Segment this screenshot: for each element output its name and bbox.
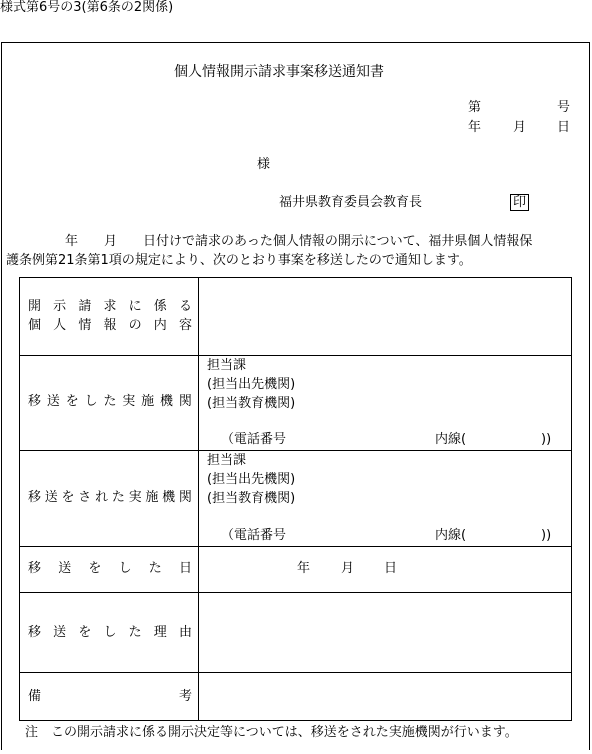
label-char: の <box>128 318 142 333</box>
label-char: 報 <box>103 318 117 333</box>
label-char: 日 <box>178 561 192 576</box>
label-char: 情 <box>78 318 92 333</box>
label-char: 人 <box>53 318 67 333</box>
footnote: 注 この開示請求に係る開示決定等については、移送をされた実施機関が行います。 <box>25 725 518 740</box>
label-char: さ <box>78 490 92 505</box>
label-char: 備 <box>28 689 42 704</box>
label-transfer-from <box>20 356 199 451</box>
label-request-content-line2 <box>28 318 192 334</box>
label-char: た <box>128 625 142 640</box>
label-char: 送 <box>53 625 67 640</box>
row-remarks <box>20 673 572 721</box>
label-char: 送 <box>58 561 72 576</box>
from-ext-close: )) <box>541 432 552 447</box>
value-transfer-date[interactable] <box>199 547 572 593</box>
label-char: 個 <box>28 318 42 333</box>
label-char: 施 <box>145 490 159 505</box>
to-ext-label: 内線( <box>435 528 467 543</box>
doc-date-year: 年 <box>468 120 482 135</box>
label-transfer-reason <box>20 593 199 673</box>
transfer-date-month: 月 <box>341 561 355 576</box>
label-char: 移 <box>28 625 42 640</box>
from-section: 担当課 <box>207 358 247 373</box>
label-char: 由 <box>178 625 192 640</box>
label-transfer-date <box>20 547 199 593</box>
form-title: 個人情報開示請求事案移送通知書 <box>174 64 384 80</box>
row-request-content <box>20 278 572 356</box>
from-branch: (担当出先機関) <box>207 377 296 392</box>
label-char: 係 <box>153 299 167 314</box>
label-char: 容 <box>178 318 192 333</box>
label-char: を <box>65 394 79 409</box>
label-transfer-from-text <box>28 394 192 410</box>
label-remarks <box>20 673 199 721</box>
value-remarks[interactable] <box>199 673 572 721</box>
row-transfer-from <box>20 356 572 451</box>
label-char: た <box>148 561 162 576</box>
row-transfer-reason <box>20 593 572 673</box>
to-ext-close: )) <box>541 528 552 543</box>
seal-label: 印 <box>510 194 529 211</box>
label-char: 理 <box>153 625 167 640</box>
label-char: 実 <box>122 394 136 409</box>
label-char: る <box>178 299 192 314</box>
label-char: を <box>78 625 92 640</box>
body-line-1: 年 月 日付けで請求のあった個人情報の開示について、福井県個人情報保 <box>65 234 533 249</box>
label-char: 施 <box>141 394 155 409</box>
label-char: 送 <box>46 394 60 409</box>
to-phone-label: （電話番号 <box>221 528 287 543</box>
transfer-date-day: 日 <box>384 561 398 576</box>
label-char: 移 <box>28 561 42 576</box>
form-number: 様式第6号の3(第6条の2関係) <box>0 0 174 15</box>
body-line-2: 護条例第21条第1項の規定により、次のとおり事案を移送したので通知します。 <box>6 253 472 268</box>
label-transfer-to <box>20 451 199 547</box>
label-char: を <box>61 490 75 505</box>
transfer-details-table <box>19 277 572 721</box>
doc-date-day: 日 <box>557 120 571 135</box>
label-char: を <box>88 561 102 576</box>
label-char: 請 <box>78 299 92 314</box>
from-ext-label: 内線( <box>435 432 467 447</box>
row-transfer-date <box>20 547 572 593</box>
value-transfer-reason[interactable] <box>199 593 572 673</box>
to-section: 担当課 <box>207 453 247 468</box>
to-branch: (担当出先機関) <box>207 472 296 487</box>
label-char: 示 <box>53 299 67 314</box>
label-char: 求 <box>103 299 117 314</box>
label-char: 内 <box>153 318 167 333</box>
addressee-suffix: 様 <box>257 157 271 172</box>
label-transfer-reason-text <box>28 625 192 641</box>
from-phone-label: （電話番号 <box>221 432 287 447</box>
label-char: し <box>103 625 117 640</box>
value-request-content[interactable] <box>199 278 572 356</box>
label-char: 考 <box>178 689 192 704</box>
from-education: (担当教育機関) <box>207 396 296 411</box>
label-char: 移 <box>28 490 42 505</box>
label-request-content <box>20 278 199 356</box>
doc-number-suffix: 号 <box>557 100 571 115</box>
sender-name: 福井県教育委員会教育長 <box>279 195 423 210</box>
row-transfer-to <box>20 451 572 547</box>
doc-date-month: 月 <box>513 120 527 135</box>
value-transfer-to[interactable] <box>199 451 572 547</box>
doc-number-prefix: 第 <box>468 100 482 115</box>
label-request-content-line1 <box>28 299 192 315</box>
label-char: に <box>128 299 142 314</box>
label-char: た <box>103 394 117 409</box>
label-char: 送 <box>44 490 58 505</box>
label-char: れ <box>95 490 109 505</box>
label-char: た <box>111 490 125 505</box>
label-transfer-date-text <box>28 561 192 577</box>
label-char: 移 <box>28 394 42 409</box>
label-transfer-to-text <box>28 490 192 506</box>
label-char: し <box>84 394 98 409</box>
label-char: 実 <box>128 490 142 505</box>
label-char: 関 <box>178 394 192 409</box>
label-char: し <box>118 561 132 576</box>
value-transfer-from[interactable] <box>199 356 572 451</box>
seal-mark <box>510 194 529 211</box>
transfer-date-year: 年 <box>297 561 311 576</box>
label-char: 関 <box>178 490 192 505</box>
label-char: 機 <box>160 394 174 409</box>
label-remarks-text <box>28 689 192 705</box>
label-char: 機 <box>162 490 176 505</box>
label-char: 開 <box>28 299 42 314</box>
to-education: (担当教育機関) <box>207 491 296 506</box>
